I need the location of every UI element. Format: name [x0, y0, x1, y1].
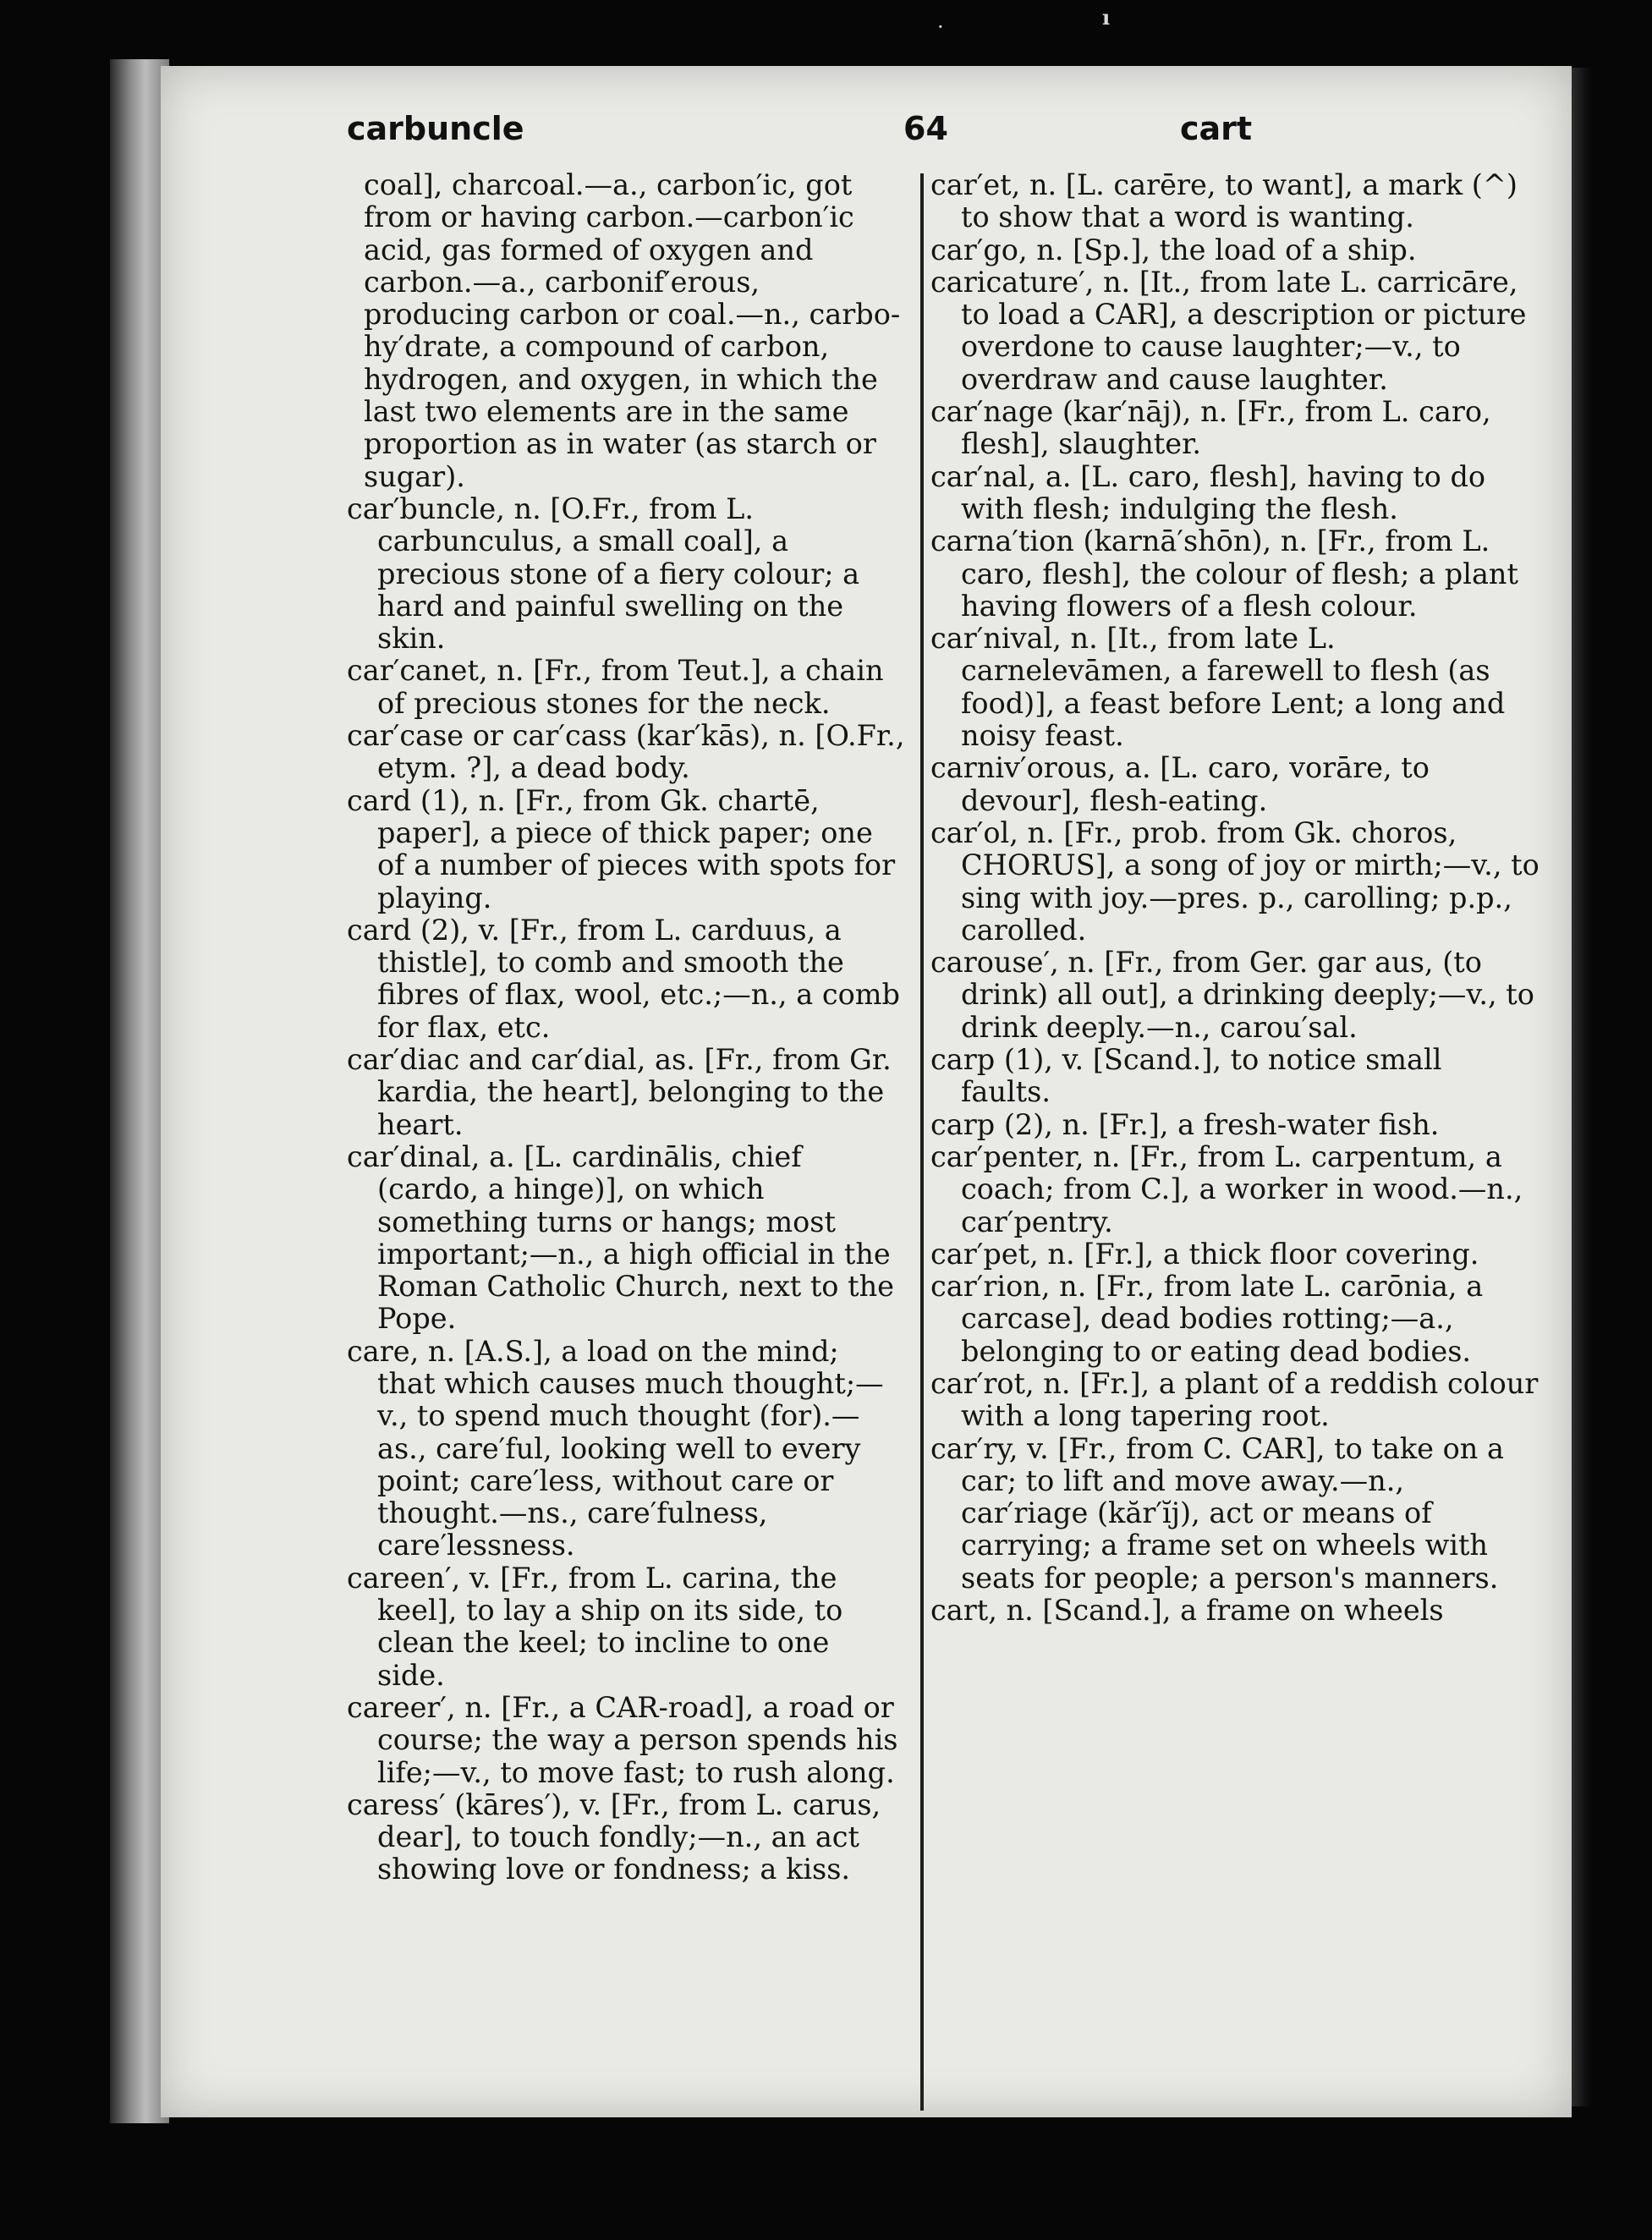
dictionary-entry: car′buncle, n. [O.Fr., from L. carbunculus, a small coal], a precious stone of a fiery colour; a hard and painful swelling on the skin.	[347, 491, 860, 656]
dictionary-entry: care, n. [A.S.], a load on the mind; that which causes much thought;—v., to spend much thought (for).—as., care′ful, looking well to every point; care′less, without care or thought.—ns., care′fulness, care′lessness.	[347, 1334, 884, 1562]
dictionary-entry: car′canet, n. [Fr., from Teut.], a chain of precious stones for the neck.	[347, 654, 884, 720]
book-binding-right	[1572, 68, 1594, 2106]
scan-dust-mark: ·	[937, 15, 944, 39]
dictionary-entry: car′dinal, a. [L. cardinālis, chief (cardo, a hinge)], on which something turns or hangs; most important;—n., a high official in the Roman Catholic Church, next to the Pope.	[347, 1139, 894, 1336]
dictionary-entry-continued: coal], charcoal.—a., carbon′ic, got from or having carbon.—carbon′ic acid, gas formed of oxygen and carbon.—a., carbonif′erous, producing carbon or coal.—n., carbo-hy′drate, a compound of carbon, hydrogen, and oxygen, in which the last two elements are in the same proportion as in water (as starch or sugar).	[364, 168, 901, 493]
dictionary-entry: card (1), n. [Fr., from Gk. chartē, paper], a piece of thick paper; one of a number of pieces with spots for playing.	[347, 783, 896, 914]
dictionary-entry: caricature′, n. [It., from late L. carricāre, to load a CAR], a description or picture overdone to cause laughter;—v., to overdraw and cause laughter.	[930, 265, 1527, 396]
right-guide-word: cart	[1180, 110, 1253, 147]
dictionary-entry: car′rion, n. [Fr., from late L. carōnia, a carcase], dead bodies rotting;—a., belonging to or eating dead bodies.	[930, 1270, 1484, 1368]
dictionary-entry: car′nage (kar′nāj), n. [Fr., from L. caro, flesh], slaughter.	[930, 395, 1491, 461]
dictionary-entry: car′et, n. [L. carēre, to want], a mark (^) to show that a word is wanting.	[930, 168, 1518, 234]
page-number: 64	[903, 110, 948, 147]
dictionary-entry: carouse′, n. [Fr., from Ger. gar aus, (to drink) all out], a drinking deeply;—v., to drink deeply.—n., carou′sal.	[930, 946, 1534, 1044]
dictionary-entry: career′, n. [Fr., a CAR-road], a road or course; the way a person spends his life;—v., to move fast; to rush along.	[347, 1690, 898, 1789]
left-column	[347, 169, 905, 1886]
dictionary-entry: carna′tion (karnā′shōn), n. [Fr., from L. caro, flesh], the colour of flesh; a plant having flowers of a flesh colour.	[930, 524, 1518, 623]
dictionary-entry: caress′ (kāres′), v. [Fr., from L. carus, dear], to touch fondly;—n., an act showing love or fondness; a kiss.	[347, 1787, 881, 1886]
dictionary-entry: car′nal, a. [L. caro, flesh], having to do with flesh; indulging the flesh.	[930, 459, 1486, 525]
dictionary-entry: car′ry, v. [Fr., from C. CAR], to take on a car; to lift and move away.—n., car′riage (kăr′ĭj), act or means of carrying; a frame set on wheels with seats for people; a person's manners.	[930, 1431, 1504, 1595]
dictionary-entry: careen′, v. [Fr., from L. carina, the keel], to lay a ship on its side, to clean the keel; to incline to one side.	[347, 1561, 843, 1692]
dictionary-entry: car′rot, n. [Fr.], a plant of a reddish colour with a long tapering root.	[930, 1366, 1539, 1433]
dictionary-entry: car′diac and car′dial, as. [Fr., from Gr. kardia, the heart], belonging to the heart.	[347, 1043, 892, 1141]
dictionary-entry: car′ol, n. [Fr., prob. from Gk. choros, CHORUS], a song of joy or mirth;—v., to sing with joy.—pres. p., carolling; p.p., carolled.	[930, 815, 1539, 947]
left-guide-word: carbuncle	[347, 110, 524, 147]
dictionary-entry: carp (2), n. [Fr.], a fresh-water fish.	[930, 1107, 1440, 1141]
page-header	[347, 110, 1277, 169]
right-column	[930, 169, 1539, 1627]
column-divider	[920, 173, 924, 2111]
dictionary-entry: car′go, n. [Sp.], the load of a ship.	[930, 233, 1417, 266]
dictionary-entry: cart, n. [Scand.], a frame on wheels	[930, 1594, 1444, 1628]
dictionary-entry: car′nival, n. [It., from late L. carnelevāmen, a farewell to flesh (as food)], a feast before Lent; a long and noisy feast.	[930, 622, 1506, 753]
dictionary-entry: card (2), v. [Fr., from L. carduus, a thistle], to comb and smooth the fibres of flax, wool, etc.;—n., a comb for flax, etc.	[347, 913, 900, 1044]
dictionary-entry: car′pet, n. [Fr.], a thick floor covering.	[930, 1237, 1479, 1271]
dictionary-entry: carp (1), v. [Scand.], to notice small faults.	[930, 1043, 1442, 1109]
dictionary-entry: car′case or car′cass (kar′kās), n. [O.Fr., etym. ?], a dead body.	[347, 719, 905, 785]
dictionary-entry: car′penter, n. [Fr., from L. carpentum, a coach; from C.], a worker in wood.—n., car′pentry.	[930, 1139, 1523, 1238]
dictionary-entry: carniv′orous, a. [L. caro, vorāre, to devour], flesh-eating.	[930, 751, 1430, 817]
scan-dust-mark: ı	[1102, 5, 1111, 30]
